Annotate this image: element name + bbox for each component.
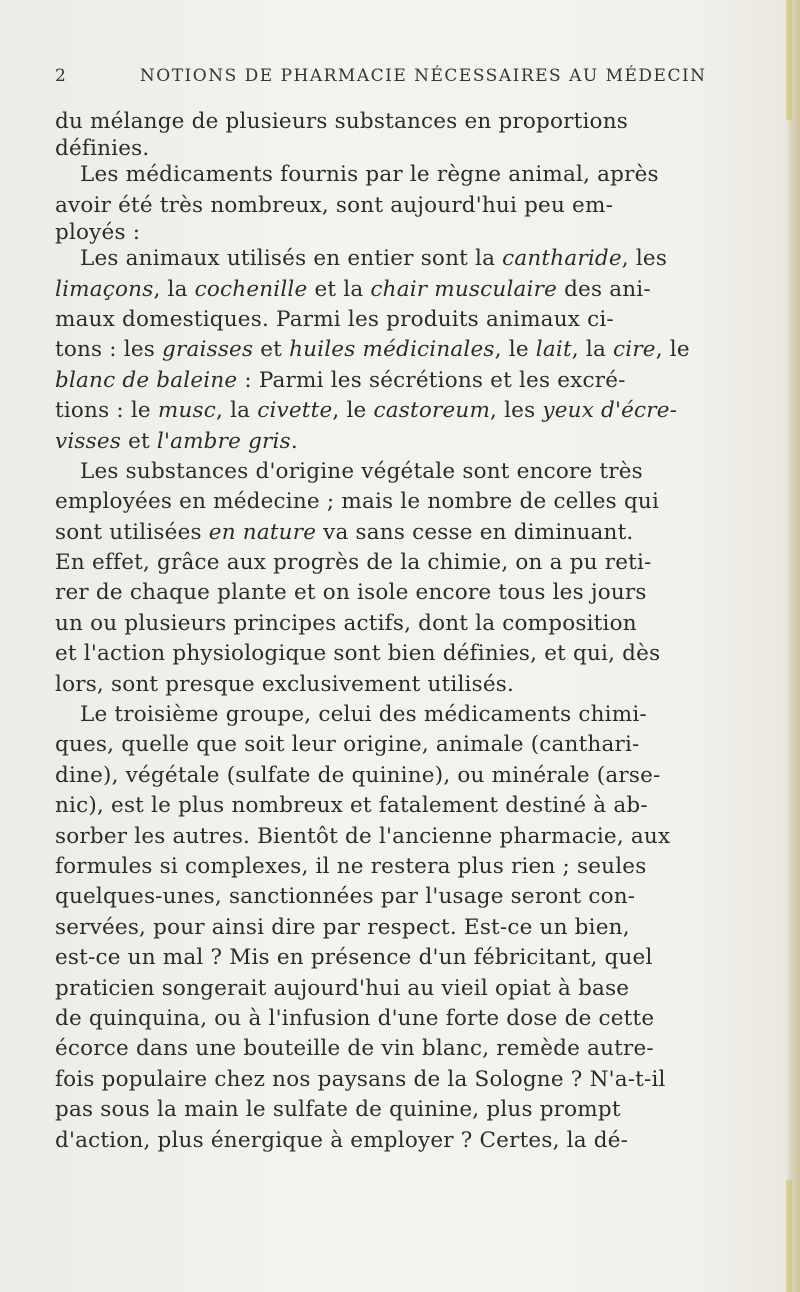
text-line: [55, 670, 755, 700]
paragraph-start: [55, 244, 755, 274]
text-line: [55, 427, 755, 457]
line-text: Les animaux utilisés en entier sont la: [80, 246, 503, 272]
line-text: , la: [216, 398, 258, 424]
edge-stain: [786, 1180, 792, 1292]
line-text: dine), végétale (sulfate de quinine), ou minérale (arse-: [55, 762, 661, 788]
line-text: .: [290, 428, 298, 454]
line-text: , les: [621, 246, 668, 272]
text-line: [55, 1095, 755, 1125]
text-line: [55, 1065, 755, 1095]
running-title: NOTIONS DE PHARMACIE NÉCESSAIRES AU MÉDECIN: [139, 66, 707, 86]
text-line: [55, 275, 755, 305]
text-line: [55, 730, 755, 760]
italic-term: l'ambre gris: [156, 428, 291, 454]
text-line: [55, 791, 755, 821]
text-line: [55, 335, 755, 365]
line-text: quelques-unes, sanctionnées par l'usage seront con-: [55, 884, 636, 910]
text-line: [55, 913, 755, 943]
italic-term: limaçons: [55, 276, 154, 302]
text-line: [55, 974, 755, 1004]
line-text: est-ce un mal ? Mis en présence d'un fébricitant, quel: [55, 945, 653, 971]
line-text: ques, quelle que soit leur origine, animale (canthari-: [55, 732, 640, 758]
line-text: d'action, plus énergique à employer ? Certes, la dé-: [55, 1127, 629, 1153]
paragraph-start: [55, 457, 755, 487]
text-line: [55, 578, 755, 608]
italic-term: yeux d'écre-: [542, 398, 678, 424]
text-line: [55, 1004, 755, 1034]
page-number: 2: [55, 66, 68, 86]
line-text: lors, sont presque exclusivement utilisés.: [55, 671, 515, 697]
text-line: [55, 137, 755, 160]
line-text: nic), est le plus nombreux et fatalement destiné à ab-: [55, 793, 648, 819]
text-line: [55, 396, 755, 426]
text-line: [55, 518, 755, 548]
italic-term: visses: [55, 428, 122, 454]
italic-term: chair musculaire: [370, 276, 558, 302]
italic-term: cochenille: [194, 276, 308, 302]
text-line: [55, 366, 755, 396]
line-text: va sans cesse en diminuant.: [316, 519, 634, 545]
line-text: tons : les: [55, 337, 163, 363]
text-line: [55, 487, 755, 517]
running-header: [55, 66, 745, 86]
text-line: [55, 943, 755, 973]
text-line: [55, 761, 755, 791]
text-line: [55, 639, 755, 669]
line-text: et: [121, 428, 157, 454]
line-text: écorce dans une bouteille de vin blanc, remède autre-: [55, 1036, 654, 1062]
line-text: praticien songerait aujourd'hui au vieil opiat à base: [55, 975, 630, 1001]
line-text: rer de chaque plante et on isole encore tous les jours: [55, 580, 647, 606]
line-text: de quinquina, ou à l'infusion d'une forte dose de cette: [55, 1005, 655, 1031]
line-text: Le troisième groupe, celui des médicaments chimi-: [80, 702, 647, 728]
line-text: formules si complexes, il ne restera plus rien ; seules: [55, 853, 647, 879]
line-text: et la: [307, 276, 371, 302]
line-text: , la: [153, 276, 195, 302]
line-text: Les médicaments fournis par le règne animal, après: [80, 162, 659, 188]
text-line: [55, 221, 755, 244]
italic-term: musc: [157, 398, 216, 424]
line-text: des ani-: [557, 276, 651, 302]
text-line: [55, 852, 755, 882]
text-line: [55, 305, 755, 335]
line-text: ployés :: [55, 220, 141, 246]
italic-term: civette: [257, 398, 333, 424]
line-text: sont utilisées: [55, 519, 209, 545]
text-line: [55, 107, 755, 137]
line-text: sorber les autres. Bientôt de l'ancienne pharmacie, aux: [55, 823, 671, 849]
line-text: pas sous la main le sulfate de quinine, plus prompt: [55, 1097, 621, 1123]
line-text: , le: [332, 398, 374, 424]
edge-stain: [786, 0, 792, 120]
line-text: du mélange de plusieurs substances en proportions: [55, 109, 628, 134]
line-text: , le: [655, 337, 690, 363]
text-line: [55, 191, 755, 221]
line-text: Les substances d'origine végétale sont encore très: [80, 458, 643, 484]
text-line: [55, 882, 755, 912]
page-edge: [786, 0, 800, 1292]
line-text: et: [253, 337, 290, 363]
italic-term: graisses: [162, 337, 254, 363]
italic-term: cire: [613, 337, 656, 363]
line-text: définies.: [55, 136, 150, 162]
line-text: maux domestiques. Parmi les produits animaux ci-: [55, 306, 614, 332]
line-text: , le: [494, 337, 536, 363]
italic-term: en nature: [208, 519, 317, 545]
line-text: : Parmi les sécrétions et les excré-: [237, 367, 626, 393]
italic-term: cantharide: [502, 246, 622, 272]
line-text: un ou plusieurs principes actifs, dont la composition: [55, 610, 637, 636]
text-line: [55, 822, 755, 852]
line-text: , les: [490, 398, 543, 424]
text-line: [55, 1034, 755, 1064]
line-text: tions : le: [55, 398, 158, 424]
line-text: fois populaire chez nos paysans de la Sologne ? N'a-t-il: [55, 1066, 666, 1092]
italic-term: lait: [535, 337, 572, 363]
line-text: et l'action physiologique sont bien définies, et qui, dès: [55, 641, 661, 667]
line-text: servées, pour ainsi dire par respect. Est-ce un bien,: [55, 914, 630, 940]
line-text: employées en médecine ; mais le nombre de celles qui: [55, 489, 660, 515]
text-line: [55, 609, 755, 639]
italic-term: castoreum: [373, 398, 491, 424]
italic-term: blanc de baleine: [55, 367, 238, 393]
line-text: avoir été très nombreux, sont aujourd'hui peu em-: [55, 192, 614, 218]
body-text: [55, 107, 755, 1156]
italic-term: huiles médicinales: [289, 337, 495, 363]
text-line: [55, 1126, 755, 1156]
line-text: , la: [571, 337, 613, 363]
paragraph-start: [55, 160, 755, 190]
line-text: En effet, grâce aux progrès de la chimie, on a pu reti-: [55, 550, 652, 576]
paragraph-start: [55, 700, 755, 730]
text-line: [55, 548, 755, 578]
